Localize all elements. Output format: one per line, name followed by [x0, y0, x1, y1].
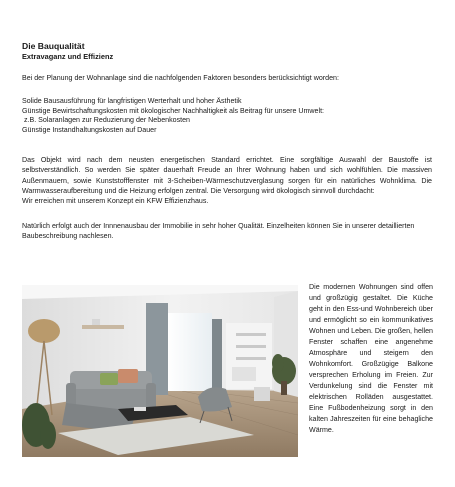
- paragraph-line: Außenmauern, sowie Kunststofffenster mit 3-Scheiben-Wärmeschutzverglasung sorgen für ein natürliches Wohnklima. Die: [22, 176, 432, 185]
- factor-item: Günstige Bewirtschaftungskosten mit ökologischer Nachhaltigkeit als Beitrag für unsere Umwelt:: [22, 106, 325, 115]
- energy-standard-paragraph: [22, 155, 432, 206]
- page-title: Die Bauqualität: [22, 41, 85, 51]
- paragraph-line: Das Objekt wird nach dem neusten energetischen Standard errichtet. Eine sorgfältige Auswahl der Baustoffe ist: [22, 156, 432, 164]
- paragraph-line: Baubeschreibung nachlesen.: [22, 232, 114, 241]
- intro-paragraph: Bei der Planung der Wohnanlage sind die nachfolgenden Faktoren besonders berücksichtigt worden:: [22, 74, 339, 82]
- paragraph-line: Warmwasseraufbereitung und die Heizung erfolgen zentral. Die Versorgung wird ökologisch sinnvoll durchdacht:: [22, 186, 375, 195]
- apartment-description: Die modernen Wohnungen sind offen und großzügig gestaltet. Die Küche geht in den Ess-und Wohnbereich über und ermöglicht so ein kommunikatives Wohnen und Leben. Die großen, hellen Fenster schaffen eine angenehme Atmosphäre und steigern den Wohnkomfort. Großzügige Balkone versprechen Erholung im Freien. Zur Verdunkelung sind die Fenster mit elektrischen Rolläden ausgestattet. Eine Fußbodenheizung sorgt in den kalten Jahreszeiten für eine behagliche Wärme.: [309, 283, 433, 434]
- factor-item: Solide Bausausführung für langfristigen Werterhalt und hoher Ästhetik: [22, 97, 242, 105]
- factor-item: Günstige Instandhaltungskosten auf Dauer: [22, 125, 157, 134]
- paragraph-line: Wir erreichen mit unserem Konzept ein KFW Effizienzhaus.: [22, 197, 209, 206]
- factors-list: [22, 97, 432, 135]
- paragraph-line: selbstverständlich. So werden Sie später dauerhaft Freude an Ihrer Wohnung haben und sich wohlfühlen. Die massiven: [22, 166, 432, 175]
- interior-paragraph: [22, 221, 432, 242]
- living-room-photo: [22, 285, 298, 457]
- factor-item: z.B. Solaranlagen zur Reduzierung der Nebenkosten: [22, 116, 190, 125]
- paragraph-line: Natürlich erfolgt auch der Innnenausbau der Immobilie in sehr hoher Qualität. Einzelheiten können Sie in unserer detaillierten: [22, 222, 415, 230]
- page-subtitle: Extravaganz und Effizienz: [22, 52, 114, 61]
